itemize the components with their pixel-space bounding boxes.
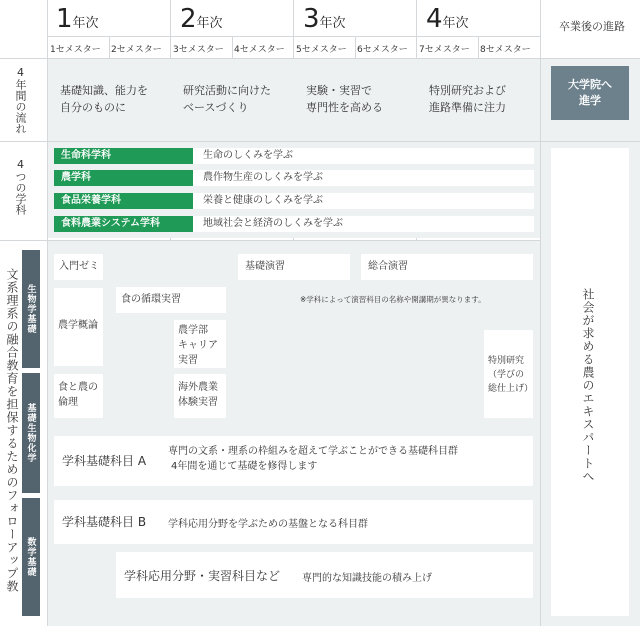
course-basic-exercise: 基礎演習 bbox=[238, 254, 350, 280]
grid-line bbox=[478, 36, 479, 58]
year-1-heading: 1年次 bbox=[56, 4, 99, 34]
foundation-b-desc: 学科応用分野を学ぶための基盤となる科目群 bbox=[168, 519, 368, 530]
grid-line bbox=[232, 36, 233, 58]
side-tab-biochemistry: 基礎生物化学 bbox=[22, 373, 40, 493]
year-3-heading: 3年次 bbox=[303, 4, 346, 34]
course-overseas-practice: 海外農業 体験実習 bbox=[174, 374, 226, 418]
foundation-a-title: 学科基礎科目 A bbox=[62, 454, 147, 468]
side-tab-biology: 生物学基礎 bbox=[22, 250, 40, 368]
department-desc: 栄養と健康のしくみを学ぶ bbox=[203, 195, 323, 206]
grid-line bbox=[355, 36, 356, 58]
career-goal-text: 社会が求める農のエキスパートへ bbox=[581, 288, 595, 483]
education-label: 文系理系の融合教育を担保するためのフォローアップ教 bbox=[5, 268, 19, 593]
department-agriculture: 農学科 bbox=[54, 170, 193, 186]
department-desc: 生命のしくみを学ぶ bbox=[203, 150, 293, 161]
flow-stage-3: 実験・実習で 専門性を高める bbox=[306, 84, 383, 114]
grid-line bbox=[47, 36, 540, 37]
graduate-school-box: 大学院へ 進学 bbox=[551, 66, 629, 120]
after-graduation-heading: 卒業後の進路 bbox=[559, 20, 625, 33]
course-special-research: 特別研究 （学びの 総仕上げ） bbox=[484, 330, 533, 418]
year-2-heading: 2年次 bbox=[180, 4, 223, 34]
department-desc: 農作物生産のしくみを学ぶ bbox=[203, 172, 323, 183]
flow-stage-4: 特別研究および 進路準備に注力 bbox=[429, 84, 506, 114]
course-general-exercise: 総合演習 bbox=[361, 254, 533, 280]
semester-6: 6セメスター bbox=[357, 45, 408, 55]
semester-3: 3セメスター bbox=[173, 45, 224, 55]
course-intro-seminar: 入門ゼミ bbox=[54, 254, 103, 280]
header-row bbox=[0, 0, 640, 58]
flow-row-label: 4年間の流れ bbox=[14, 66, 27, 134]
course-food-cycle: 食の循環実習 bbox=[116, 287, 226, 313]
foundation-b-title: 学科基礎科目 B bbox=[62, 515, 147, 529]
foundation-a-desc: 専門の文系・理系の枠組みを超えて学ぶことができる基礎科目群 4年間を通じて基礎を修得します bbox=[168, 446, 458, 472]
year-4-heading: 4年次 bbox=[426, 4, 469, 34]
semester-4: 4セメスター bbox=[234, 45, 285, 55]
semester-1: 1セメスター bbox=[50, 45, 101, 55]
semester-2: 2セメスター bbox=[111, 45, 162, 55]
semester-8: 8セメスター bbox=[480, 45, 531, 55]
semester-5: 5セメスター bbox=[296, 45, 347, 55]
applied-desc: 専門的な知識技能の積み上げ bbox=[302, 573, 432, 584]
departments-row-label: 4つの学科 bbox=[14, 158, 27, 215]
department-life-science: 生命科学科 bbox=[54, 148, 193, 164]
flow-stage-1: 基礎知識、能力を 自分のものに bbox=[60, 84, 148, 114]
applied-title: 学科応用分野・実習科目など bbox=[124, 569, 281, 583]
grid-line bbox=[109, 36, 110, 58]
flow-stage-2: 研究活動に向けた ベースづくり bbox=[183, 84, 271, 114]
department-food-agri-system: 食料農業システム学科 bbox=[54, 216, 193, 232]
exercise-note: ※学科によって演習科目の名称や開講期が異なります。 bbox=[300, 295, 486, 304]
department-desc: 地域社会と経済のしくみを学ぶ bbox=[203, 218, 343, 229]
department-food-nutrition: 食品栄養学科 bbox=[54, 193, 193, 209]
semester-7: 7セメスター bbox=[419, 45, 470, 55]
side-tab-math: 数学基礎 bbox=[22, 498, 40, 616]
course-career-practice: 農学部 キャリア 実習 bbox=[174, 320, 226, 368]
course-food-agri-ethics: 食と農の 倫理 bbox=[54, 374, 103, 418]
course-agri-overview: 農学概論 bbox=[54, 288, 103, 366]
